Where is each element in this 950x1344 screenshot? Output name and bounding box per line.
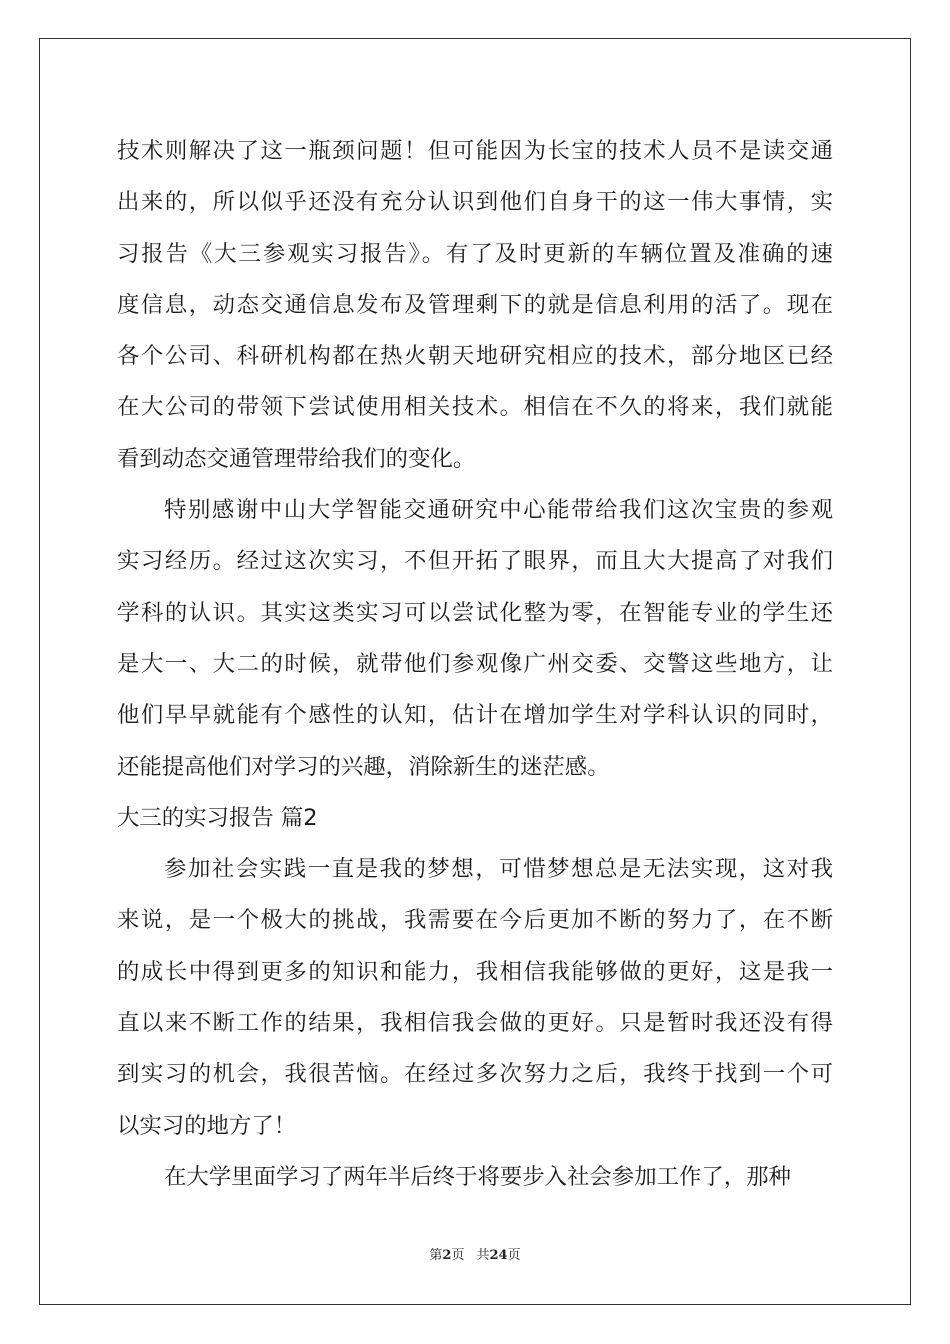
- text-line: 直以来不断工作的结果，我相信我会做的更好。只是暂时我还没有得: [117, 1010, 833, 1037]
- text-line: 到实习的机会，我很苦恼。在经过多次努力之后，我终于找到一个可: [117, 1061, 833, 1088]
- text-line: 各个公司、科研机构都在热火朝天地研究相应的技术，部分地区已经: [117, 343, 833, 370]
- text-line: 来说，是一个极大的挑战，我需要在今后更加不断的努力了，在不断: [117, 907, 833, 934]
- text-line: 参加社会实践一直是我的梦想，可惜梦想总是无法实现，这对我: [164, 856, 833, 883]
- text-line: 他们早早就能有个感性的认知，估计在增加学生对学科认识的同时，: [117, 702, 833, 729]
- document-body: [117, 130, 833, 1207]
- text-line: 在大公司的带领下尝试使用相关技术。相信在不久的将来，我们就能: [117, 394, 833, 421]
- paragraph: [117, 489, 833, 797]
- text-line: 技术则解决了这一瓶颈问题！但可能因为长宝的技术人员不是读交通: [117, 138, 833, 164]
- text-line: 以实习的地方了！: [117, 1112, 297, 1139]
- text-line: 出来的，所以似乎还没有充分认识到他们自身干的这一伟大事情，实: [117, 189, 833, 216]
- page-prefix: 第: [429, 1248, 443, 1263]
- section-heading: [117, 797, 833, 848]
- page-number: 2: [442, 1248, 452, 1263]
- text-line: 学科的认识。其实这类实习可以尝试化整为零，在智能专业的学生还: [117, 599, 833, 626]
- page-suffix: 页: [451, 1248, 465, 1263]
- text-line: 看到动态交通管理带给我们的变化。: [117, 445, 476, 472]
- total-prefix: 共: [476, 1248, 490, 1263]
- text-line: 的成长中得到更多的知识和能力，我相信我能够做的更好，这是我一: [117, 958, 833, 985]
- text-line: 在大学里面学习了两年半后终于将要步入社会参加工作了，那种: [164, 1163, 791, 1190]
- text-line: 大三的实习报告 篇2: [117, 804, 318, 831]
- paragraph: [117, 848, 833, 1156]
- text-line: 特别感谢中山大学智能交通研究中心能带给我们这次宝贵的参观: [164, 497, 833, 524]
- text-line: 实习经历。经过这次实习，不但开拓了眼界，而且大大提高了对我们: [117, 548, 833, 575]
- text-line: 习报告《大三参观实习报告》。有了及时更新的车辆位置及准确的速: [117, 240, 833, 267]
- total-suffix: 页: [507, 1248, 521, 1263]
- total-pages: 24: [489, 1248, 508, 1263]
- page-footer: [0, 1244, 950, 1263]
- text-line: 度信息，动态交通信息发布及管理剩下的就是信息利用的活了。现在: [117, 291, 833, 318]
- paragraph: [117, 1156, 833, 1207]
- paragraph: [117, 130, 833, 489]
- text-line: 是大一、大二的时候，就带他们参观像广州交委、交警这些地方，让: [117, 650, 833, 677]
- text-line: 还能提高他们对学习的兴趣，消除新生的迷茫感。: [117, 753, 610, 780]
